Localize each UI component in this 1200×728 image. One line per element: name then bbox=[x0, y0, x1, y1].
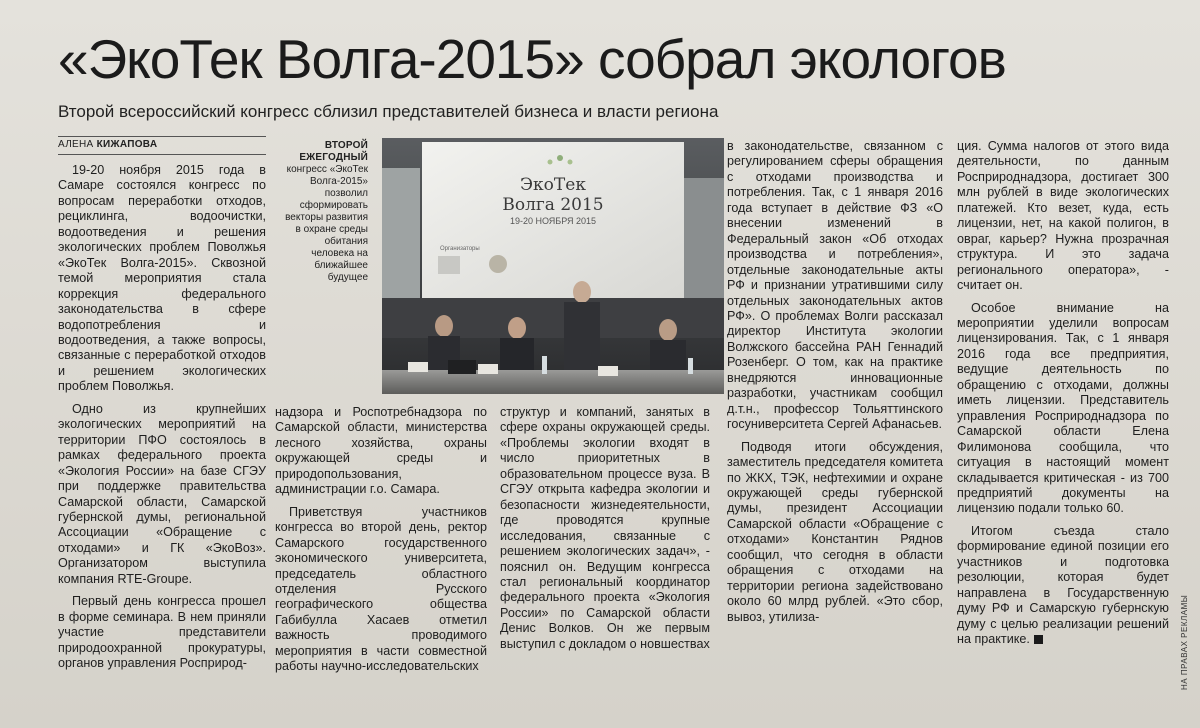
screen-logo-dot bbox=[548, 160, 553, 165]
photo-caption bbox=[282, 140, 368, 284]
byline-underline bbox=[58, 154, 266, 155]
screen-title-line-2: Волга 2015 bbox=[502, 195, 604, 215]
person-body bbox=[500, 338, 534, 372]
screen-logo bbox=[438, 256, 460, 274]
text-column-3 bbox=[500, 405, 710, 725]
conference-photo bbox=[382, 138, 724, 394]
water-bottle bbox=[542, 356, 547, 374]
person-body bbox=[564, 302, 600, 372]
person-head bbox=[659, 319, 677, 341]
left-banner bbox=[382, 168, 420, 318]
end-of-article-icon bbox=[1034, 635, 1043, 644]
caption-text: конгресс «ЭкоТек Волга-2015» позволил сформировать векторы развития в охране среды обитания человека на ближайшее будущее bbox=[285, 164, 368, 283]
paragraph: ция. Сумма налогов от этого вида деятельности, по данным Росприроднадзора, достигает 300 млн рублей в виде экологических платежей. Кто везет, куда, есть лицензии, нет, на какой полигон, в овраг, карьер? Нужна прозрачная структура. И это задача регионального оператора», - считает он. bbox=[957, 139, 1169, 293]
name-card bbox=[598, 366, 618, 376]
presidium-table bbox=[382, 370, 724, 394]
paragraph: 19-20 ноября 2015 года в Самаре состоялся конгресс по вопросам переработки отходов, рециклинга, водоочистки, водоотведения и решения экологических проблем Поволжья «ЭкоТек Волга-2015». Сквозной темой мероприятия стала коррекция федерального законодательства в сфере водопотребления и водоотведения, а также вопросы, связанные с переработкой отходов и решением экологических проблем Поволжья. bbox=[58, 163, 266, 394]
byline-rule bbox=[58, 136, 266, 137]
paragraph: Первый день конгресса прошел в форме семинара. В нем приняли участие представители природоохранной прокуратуры, органов управления Росприрод- bbox=[58, 594, 266, 671]
person-body bbox=[650, 340, 686, 372]
screen-logo-dot bbox=[568, 160, 573, 165]
caption-heading-line-2: ЕЖЕГОДНЫЙ bbox=[299, 152, 368, 163]
byline bbox=[58, 139, 268, 151]
paragraph: структур и компаний, занятых в сфере охраны окружающей среды. «Проблемы экологии входят в число приоритетных в образовательном процессе вуза. В СГЭУ открыта кафедра экологии и безопасности жизнедеятельности, где проводятся крупные исследования, связанные с решением экологических задач», - пояснил он. Ведущим конгресса стал региональный координатор федерального проекта «Экология России» по Самарской области Денис Волков. Он же первым выступил с докладом о новшествах bbox=[500, 405, 710, 651]
paragraph: Приветствуя участников конгресса во второй день, ректор Самарского государственного экономического университета, председатель областного отделения Русского географического общества Габибулла Хасаев отметил важность проводимого мероприятия в части совместной работы научно-исследовательских bbox=[275, 504, 487, 674]
article-title: «ЭкоТек Волга-2015» собрал экологов bbox=[58, 28, 1006, 90]
text-column-2 bbox=[275, 405, 487, 725]
conference-photo-illustration bbox=[382, 138, 724, 394]
person-head bbox=[435, 315, 453, 337]
paragraph: Подводя итоги обсуждения, заместитель председателя комитета по ЖКХ, ТЭК, нефтехимии и охране окружающей среды губернской думы, президент Ассоциации Самарской области «Обращение с отходами» Константин Ряднов сообщил, что сегодня в области обращения с отходами на территории региона задействовано около 60 млрд рублей. «Это сбор, вывоз, утилиза- bbox=[727, 439, 943, 624]
article-subtitle: Второй всероссийский конгресс сблизил представителей бизнеса и власти региона bbox=[58, 102, 719, 121]
laptop bbox=[448, 360, 476, 374]
screen-emblem bbox=[489, 255, 507, 273]
name-card bbox=[408, 362, 428, 372]
screen-date: 19-20 НОЯБРЯ 2015 bbox=[509, 216, 597, 226]
text-column-5 bbox=[957, 139, 1169, 724]
paragraph: Особое внимание на мероприятии уделили вопросам лицензирования. Так, с 1 января 2016 года все предприятия, ведущие деятельность по обращению с отходами, должны иметь лицензии. Представитель управления Росприроднадзора по Самарской области Елена Филимонова сообщила, что ситуация в настоящий момент складывается критическая - из 700 предприятий документы на лицензию подали только 60. bbox=[957, 300, 1169, 516]
screen-title-line-1: ЭкоТек bbox=[520, 175, 586, 195]
paragraph: в законодательстве, связанном с регулированием сферы обращения с отходами производства и потребления. Так, с 1 января 2016 года вступает в действие ФЗ «О внесении изменений в Федеральный закон «Об отходах производства и потребления», отдельные законодательные акты РФ и признании утратившими силу отдельных законодательных актов РФ». О проблемах Волги рассказал директор Института экологии Волжского бассейна РАН Геннадий Розенберг. О том, как на практике внедряются инновационные разработки, участникам сообщил д.т.н., профессор Тольяттинского госуниверситета Сергей Афанасьев. bbox=[727, 139, 943, 432]
person-head bbox=[508, 317, 526, 339]
author-last-name: КИЖАПОВА bbox=[96, 139, 158, 150]
caption-heading-line-1: ВТОРОЙ bbox=[324, 140, 368, 151]
advertising-note: НА ПРАВАХ РЕКЛАМЫ bbox=[1180, 594, 1189, 690]
person-head bbox=[573, 281, 591, 303]
text-column-4 bbox=[727, 139, 943, 724]
paragraph-text: Итогом съезда стало формирование единой позиции его участников и подготовка резолюции, которая будет направлена в Государственную думу РФ и Самарскую губернскую думу с целью реализации решений на практике. bbox=[957, 523, 1169, 647]
paragraph: надзора и Роспотребнадзора по Самарской области, министерства лесного хозяйства, охраны окружающей среды и природопользования, администрации г.о. Самара. bbox=[275, 405, 487, 497]
name-card bbox=[478, 364, 498, 374]
paragraph bbox=[957, 524, 1169, 648]
screen-logo-dot bbox=[557, 155, 563, 161]
water-bottle bbox=[688, 358, 693, 374]
screen-organizers-label: Организаторы bbox=[440, 246, 480, 252]
paragraph: Одно из крупнейших экологических мероприятий на территории ПФО состоялось в рамках федерального проекта «Экология России» на базе СГЭУ при поддержке правительства Самарской области, Самарской губернской думы, региональной Ассоциации «Обращение с отходами» и ГК «ЭкоВоз». Организатором выступила компания RTE-Groupe. bbox=[58, 401, 266, 586]
text-column-1 bbox=[58, 163, 266, 723]
author-first-name: АЛЕНА bbox=[58, 139, 94, 150]
